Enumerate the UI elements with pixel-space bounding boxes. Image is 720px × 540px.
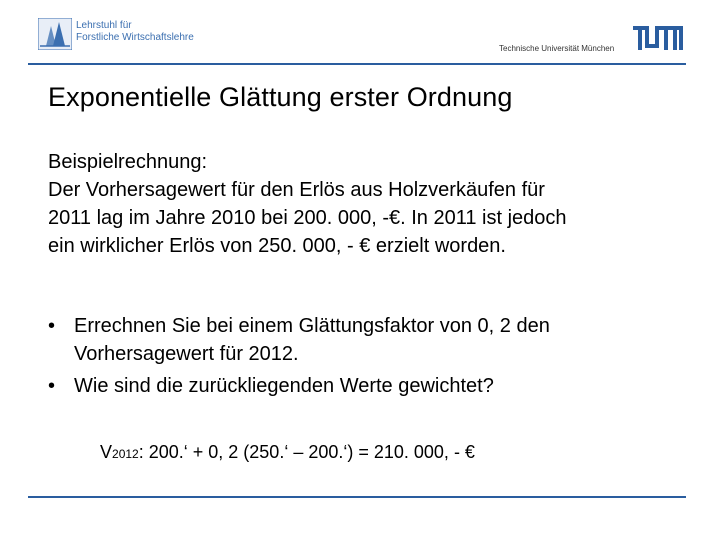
university-name: Technische Universität München [499,44,615,53]
bullet-item-1-line-2: Vorhersagewert für 2012. [74,343,299,365]
bullet-list [48,312,688,400]
footer-divider [28,496,686,498]
bullet-item-1-line-1: Errechnen Sie bei einem Glättungsfaktor von 0, 2 den [74,315,550,337]
solution-formula [100,442,475,463]
tree-logo-icon [38,18,72,50]
tum-logo-icon [633,26,683,50]
formula-expression: : 200.‘ + 0, 2 (250.‘ – 200.‘) = 210. 000, - € [138,442,475,462]
header-divider [28,63,686,65]
slide-header [0,0,720,64]
bullet-item-2-line-1: Wie sind die zurückliegenden Werte gewichtet? [74,375,494,397]
chair-name-line-1: Lehrstuhl für [76,20,132,31]
bullet-marker: • [48,315,56,337]
bullet-marker: • [48,375,56,397]
intro-line-2: Der Vorhersagewert für den Erlös aus Holzverkäufen für [48,179,545,201]
formula-variable: V [100,442,113,462]
formula-subscript: 2012 [112,447,139,461]
chair-name [76,20,194,44]
intro-line-1: Beispielrechnung: [48,151,207,173]
chair-name-line-2: Forstliche Wirtschaftslehre [76,32,194,43]
slide-title: Exponentielle Glättung erster Ordnung [48,82,513,112]
intro-text [48,148,688,260]
bullet-item-1 [48,312,688,368]
chair-logo [38,18,198,50]
bullet-item-2 [48,372,688,400]
intro-line-3: 2011 lag im Jahre 2010 bei 200. 000, -€. In 2011 ist jedoch [48,207,567,229]
intro-line-4: ein wirklicher Erlös von 250. 000, - € erzielt worden. [48,235,506,257]
